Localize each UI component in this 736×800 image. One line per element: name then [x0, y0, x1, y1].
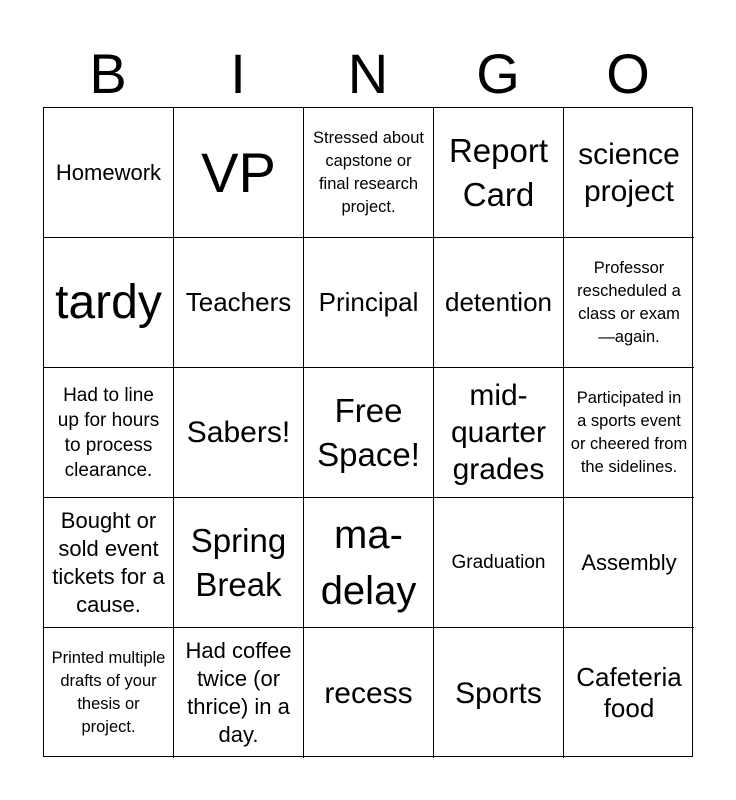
cell-text: Graduation: [451, 552, 546, 573]
cell-text: mid-quarter grades: [450, 379, 547, 486]
header-letter-g: G: [476, 42, 520, 105]
bingo-cell free-space[interactable]: [304, 368, 434, 498]
cell-text: Sports: [455, 676, 542, 710]
bingo-cell[interactable]: [44, 108, 174, 238]
bingo-cell[interactable]: [304, 498, 434, 628]
cell-text: Stressed about capstone or final research project.: [313, 128, 424, 216]
bingo-cell[interactable]: [564, 628, 694, 758]
cell-text: Participated in a sports event or cheered from the sidelines.: [570, 388, 688, 476]
bingo-cell[interactable]: [434, 628, 564, 758]
cell-text: Assembly: [581, 549, 677, 575]
bingo-cell[interactable]: [564, 368, 694, 498]
cell-text: detention: [445, 287, 552, 317]
cell-text: Professor rescheduled a class or exam—again.: [577, 258, 681, 346]
cell-text: science project: [578, 137, 680, 208]
bingo-cell[interactable]: [434, 238, 564, 368]
cell-text: Cafeteria food: [576, 662, 682, 723]
header-letter-b: B: [89, 42, 127, 105]
bingo-cell[interactable]: [174, 108, 304, 238]
bingo-board: [43, 107, 693, 757]
header-letter-o: O: [606, 42, 650, 105]
bingo-cell[interactable]: [44, 498, 174, 628]
bingo-cell[interactable]: [174, 238, 304, 368]
bingo-cell[interactable]: [174, 498, 304, 628]
bingo-cell[interactable]: [44, 628, 174, 758]
cell-text: ma-delay: [320, 512, 417, 613]
bingo-cell[interactable]: [174, 368, 304, 498]
bingo-cell[interactable]: [44, 368, 174, 498]
bingo-cell[interactable]: [304, 108, 434, 238]
cell-text: VP: [201, 140, 276, 204]
bingo-cell[interactable]: [434, 108, 564, 238]
cell-text: Sabers!: [186, 416, 291, 449]
cell-text: Teachers: [185, 287, 292, 317]
bingo-cell[interactable]: [304, 238, 434, 368]
cell-text: Spring Break: [190, 521, 287, 603]
bingo-cell[interactable]: [564, 498, 694, 628]
free-space-text: Free Space!: [317, 391, 420, 473]
cell-text: Homework: [55, 159, 162, 185]
cell-text: Bought or sold event tickets for a cause.: [52, 507, 165, 617]
header-letter-i: I: [230, 42, 246, 105]
bingo-cell[interactable]: [174, 628, 304, 758]
cell-text: Had coffee twice (or thrice) in a day.: [185, 638, 292, 747]
bingo-cell[interactable]: [434, 498, 564, 628]
cell-text: Principal: [318, 287, 419, 317]
bingo-cell[interactable]: [44, 238, 174, 368]
cell-text: Had to line up for hours to process clearance.: [57, 384, 160, 481]
bingo-cell[interactable]: [434, 368, 564, 498]
header-letter-n: N: [347, 42, 389, 105]
bingo-cell[interactable]: [564, 108, 694, 238]
cell-text: tardy: [55, 275, 162, 329]
cell-text: Report Card: [448, 131, 549, 213]
cell-text: Printed multiple drafts of your thesis or project.: [51, 649, 166, 736]
cell-text: recess: [324, 676, 413, 710]
bingo-cell[interactable]: [304, 628, 434, 758]
bingo-cell[interactable]: [564, 238, 694, 368]
bingo-header: [43, 42, 693, 106]
